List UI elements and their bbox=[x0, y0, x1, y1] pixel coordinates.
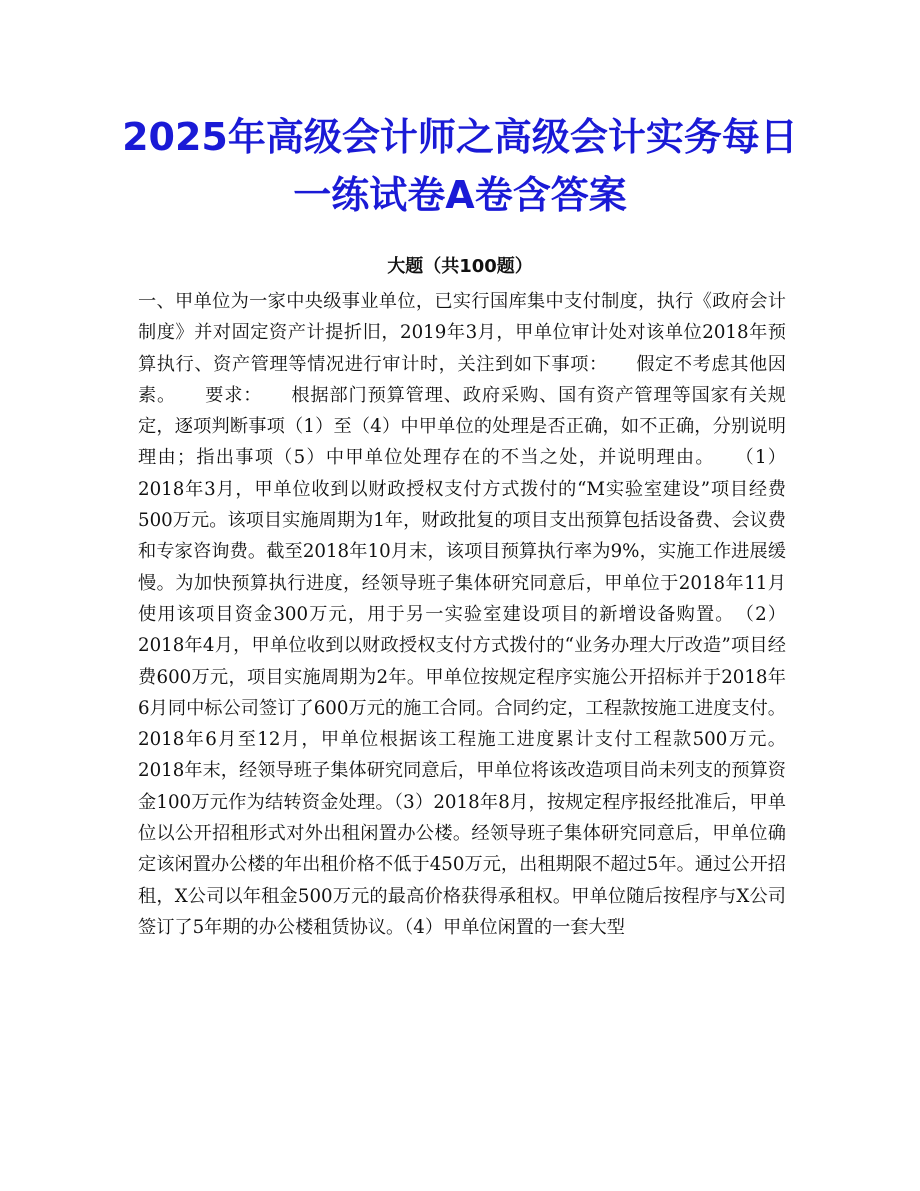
document-title: 2025年高级会计师之高级会计实务每日一练试卷A卷含答案 bbox=[122, 115, 798, 217]
question-body: 一、甲单位为一家中央级事业单位，已实行国库集中支付制度，执行《政府会计制度》并对固定资产计提折旧，2019年3月，甲单位审计处对该单位2018年预算执行、资产管理等情况进行审计时，关注到如下事项： 假定不考虑其他因素。 要求： 根据部门预算管理、政府采购、国有资产管理等国家有关规定，逐项判断事项（1）至（4）中甲单位的处理是否正确，如不正确，分别说明理由；指出事项（5）中甲单位处理存在的不当之处，并说明理由。 （1）2018年3月，甲单位收到以财政授权支付方式拨付的“M实验室建设”项目经费500万元。该项目实施周期为1年，财政批复的项目支出预算包括设备费、会议费和专家咨询费。截至2018年10月末，该项目预算执行率为9%，实施工作进展缓慢。为加快预算执行进度，经领导班子集体研究同意后，甲单位于2018年11月使用该项目资金300万元，用于另一实验室建设项目的新增设备购置。 （2）2018年4月，甲单位收到以财政授权支付方式拨付的“业务办理大厅改造”项目经费600万元，项目实施周期为2年。甲单位按规定程序实施公开招标并于2018年6月同中标公司签订了600万元的施工合同。合同约定，工程款按施工进度支付。2018年6月至12月，甲单位根据该工程施工进度累计支付工程款500万元。2018年末，经领导班子集体研究同意后，甲单位将该改造项目尚未列支的预算资金100万元作为结转资金处理。（3）2018年8月，按规定程序报经批准后，甲单位以公开招租形式对外出租闲置办公楼。经领导班子集体研究同意后，甲单位确定该闲置办公楼的年出租价格不低于450万元，出租期限不超过5年。通过公开招租，X公司以年租金500万元的最高价格获得承租权。甲单位随后按程序与X公司签订了5年期的办公楼租赁协议。（4）甲单位闲置的一套大型 bbox=[138, 291, 786, 938]
section-heading: 大题（共100题） bbox=[387, 256, 533, 277]
